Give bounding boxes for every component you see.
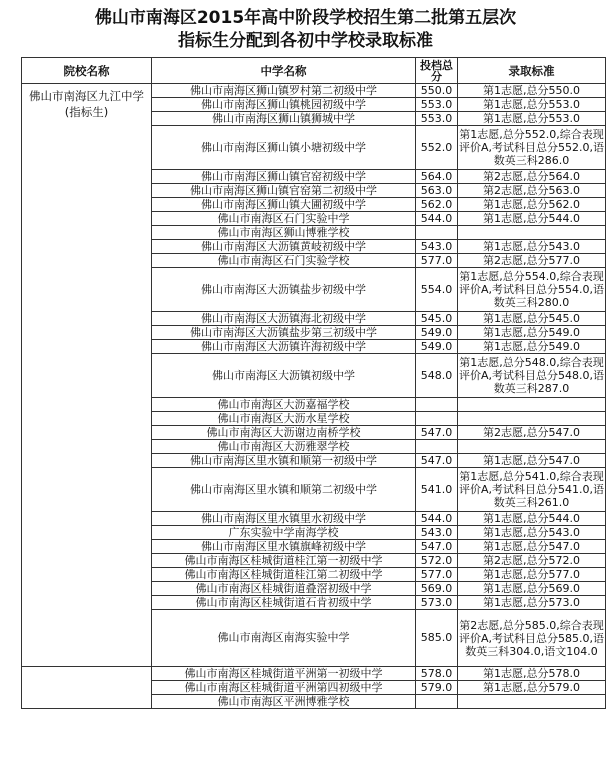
- school-name-cell: 佛山市南海区桂城街道平洲第一初级中学: [152, 667, 416, 681]
- school-name-cell: 佛山市南海区大沥水星学校: [152, 412, 416, 426]
- score-cell: 554.0: [416, 268, 458, 312]
- standard-cell: 第1志愿,总分548.0,综合表现评价A,考试科目总分548.0,语数英三科287.0: [458, 354, 606, 398]
- table-header-row: [22, 58, 606, 84]
- score-cell: 547.0: [416, 540, 458, 554]
- table-body: [22, 84, 606, 709]
- school-name-cell: 佛山市南海区石门实验学校: [152, 254, 416, 268]
- school-name-cell: 佛山市南海区大沥镇黄岐初级中学: [152, 240, 416, 254]
- school-name-cell: 佛山市南海区桂城街道桂江第一初级中学: [152, 554, 416, 568]
- score-cell: 544.0: [416, 212, 458, 226]
- school-name-cell: 佛山市南海区狮山镇小塘初级中学: [152, 126, 416, 170]
- standard-cell: 第2志愿,总分585.0,综合表现评价A,考试科目总分585.0,语数英三科304.0,语文104.0: [458, 610, 606, 667]
- school-name-cell: 佛山市南海区南海实验中学: [152, 610, 416, 667]
- school-name-cell: 佛山市南海区里水镇里水初级中学: [152, 512, 416, 526]
- score-cell: 547.0: [416, 454, 458, 468]
- standard-cell: 第2志愿,总分547.0: [458, 426, 606, 440]
- score-cell: [416, 695, 458, 709]
- score-cell: 543.0: [416, 526, 458, 540]
- standard-cell: 第1志愿,总分553.0: [458, 112, 606, 126]
- standard-cell: 第1志愿,总分549.0: [458, 340, 606, 354]
- standard-cell: 第2志愿,总分572.0: [458, 554, 606, 568]
- score-cell: 579.0: [416, 681, 458, 695]
- score-cell: [416, 226, 458, 240]
- school-name-cell: 佛山市南海区狮山镇大圃初级中学: [152, 198, 416, 212]
- document-title: 佛山市南海区2015年高中阶段学校招生第二批第五层次: [94, 8, 517, 28]
- admission-table: [21, 57, 606, 709]
- score-cell: [416, 398, 458, 412]
- school-name-cell: 佛山市南海区里水镇和顺第二初级中学: [152, 468, 416, 512]
- score-cell: 564.0: [416, 170, 458, 184]
- school-name-cell: 佛山市南海区狮山镇狮城中学: [152, 112, 416, 126]
- standard-cell: 第1志愿,总分541.0,综合表现评价A,考试科目总分541.0,语数英三科261.0: [458, 468, 606, 512]
- school-name-cell: 佛山市南海区桂城街道桂江第二初级中学: [152, 568, 416, 582]
- header-school: 中学名称: [152, 58, 416, 84]
- standard-cell: [458, 440, 606, 454]
- standard-cell: 第1志愿,总分547.0: [458, 454, 606, 468]
- school-name-cell: 佛山市南海区狮山镇官窑初级中学: [152, 170, 416, 184]
- score-cell: 547.0: [416, 426, 458, 440]
- standard-cell: 第2志愿,总分577.0: [458, 254, 606, 268]
- score-cell: 543.0: [416, 240, 458, 254]
- school-name-cell: 佛山市南海区大沥嘉福学校: [152, 398, 416, 412]
- score-cell: 549.0: [416, 326, 458, 340]
- standard-cell: [458, 412, 606, 426]
- school-name-cell: 广东实验中学南海学校: [152, 526, 416, 540]
- document-subtitle: 指标生分配到各初中学校录取标准: [178, 31, 433, 51]
- score-cell: 578.0: [416, 667, 458, 681]
- standard-cell: 第1志愿,总分550.0: [458, 84, 606, 98]
- score-cell: 552.0: [416, 126, 458, 170]
- standard-cell: 第1志愿,总分552.0,综合表现评价A,考试科目总分552.0,语数英三科286.0: [458, 126, 606, 170]
- score-cell: 569.0: [416, 582, 458, 596]
- score-cell: 577.0: [416, 568, 458, 582]
- score-cell: 562.0: [416, 198, 458, 212]
- score-cell: 544.0: [416, 512, 458, 526]
- score-cell: 572.0: [416, 554, 458, 568]
- standard-cell: 第1志愿,总分547.0: [458, 540, 606, 554]
- standard-cell: [458, 226, 606, 240]
- standard-cell: 第1志愿,总分569.0: [458, 582, 606, 596]
- standard-cell: 第1志愿,总分554.0,综合表现评价A,考试科目总分554.0,语数英三科280.0: [458, 268, 606, 312]
- score-cell: 585.0: [416, 610, 458, 667]
- score-cell: [416, 440, 458, 454]
- standard-cell: 第1志愿,总分578.0: [458, 667, 606, 681]
- school-name-cell: 佛山市南海区大沥雅翠学校: [152, 440, 416, 454]
- standard-cell: 第1志愿,总分545.0: [458, 312, 606, 326]
- table-row: [22, 667, 606, 681]
- score-cell: 550.0: [416, 84, 458, 98]
- standard-cell: 第2志愿,总分563.0: [458, 184, 606, 198]
- school-name-cell: 佛山市南海区桂城街道平洲第四初级中学: [152, 681, 416, 695]
- score-cell: 563.0: [416, 184, 458, 198]
- standard-cell: 第1志愿,总分579.0: [458, 681, 606, 695]
- school-name-cell: 佛山市南海区大沥镇海北初级中学: [152, 312, 416, 326]
- score-cell: 553.0: [416, 112, 458, 126]
- standard-cell: [458, 398, 606, 412]
- school-name-cell: 佛山市南海区里水镇旗峰初级中学: [152, 540, 416, 554]
- standard-cell: 第1志愿,总分543.0: [458, 526, 606, 540]
- school-name-cell: 佛山市南海区大沥谢边南桥学校: [152, 426, 416, 440]
- score-cell: 553.0: [416, 98, 458, 112]
- score-cell: 541.0: [416, 468, 458, 512]
- school-name-cell: 佛山市南海区狮山镇桃园初级中学: [152, 98, 416, 112]
- school-name-cell: 佛山市南海区大沥镇许海初级中学: [152, 340, 416, 354]
- score-cell: [416, 412, 458, 426]
- school-name-cell: 佛山市南海区狮山博雅学校: [152, 226, 416, 240]
- standard-cell: 第1志愿,总分544.0: [458, 212, 606, 226]
- school-name-cell: 佛山市南海区桂城街道石肯初级中学: [152, 596, 416, 610]
- standard-cell: 第1志愿,总分544.0: [458, 512, 606, 526]
- school-name-cell: 佛山市南海区大沥镇盐步初级中学: [152, 268, 416, 312]
- district-cell: [22, 667, 152, 709]
- school-name-cell: 佛山市南海区大沥镇盐步第三初级中学: [152, 326, 416, 340]
- header-standard: 录取标准: [458, 58, 606, 84]
- school-name-cell: 佛山市南海区大沥镇初级中学: [152, 354, 416, 398]
- standard-cell: 第1志愿,总分577.0: [458, 568, 606, 582]
- standard-cell: 第1志愿,总分562.0: [458, 198, 606, 212]
- score-cell: 545.0: [416, 312, 458, 326]
- school-name-cell: 佛山市南海区石门实验中学: [152, 212, 416, 226]
- header-district: 院校名称: [22, 58, 152, 84]
- header-score: 投档总分: [416, 58, 458, 84]
- standard-cell: 第1志愿,总分553.0: [458, 98, 606, 112]
- standard-cell: [458, 695, 606, 709]
- score-cell: 577.0: [416, 254, 458, 268]
- standard-cell: 第1志愿,总分549.0: [458, 326, 606, 340]
- score-cell: 573.0: [416, 596, 458, 610]
- school-name-cell: 佛山市南海区狮山镇罗村第二初级中学: [152, 84, 416, 98]
- school-name-cell: 佛山市南海区桂城街道叠滘初级中学: [152, 582, 416, 596]
- table-row: [22, 84, 606, 98]
- standard-cell: 第1志愿,总分543.0: [458, 240, 606, 254]
- school-name-cell: 佛山市南海区狮山镇官窑第二初级中学: [152, 184, 416, 198]
- standard-cell: 第2志愿,总分564.0: [458, 170, 606, 184]
- district-cell: 佛山市南海区九江中学(指标生): [22, 84, 152, 667]
- standard-cell: 第1志愿,总分573.0: [458, 596, 606, 610]
- school-name-cell: 佛山市南海区平洲博雅学校: [152, 695, 416, 709]
- score-cell: 549.0: [416, 340, 458, 354]
- score-cell: 548.0: [416, 354, 458, 398]
- school-name-cell: 佛山市南海区里水镇和顺第一初级中学: [152, 454, 416, 468]
